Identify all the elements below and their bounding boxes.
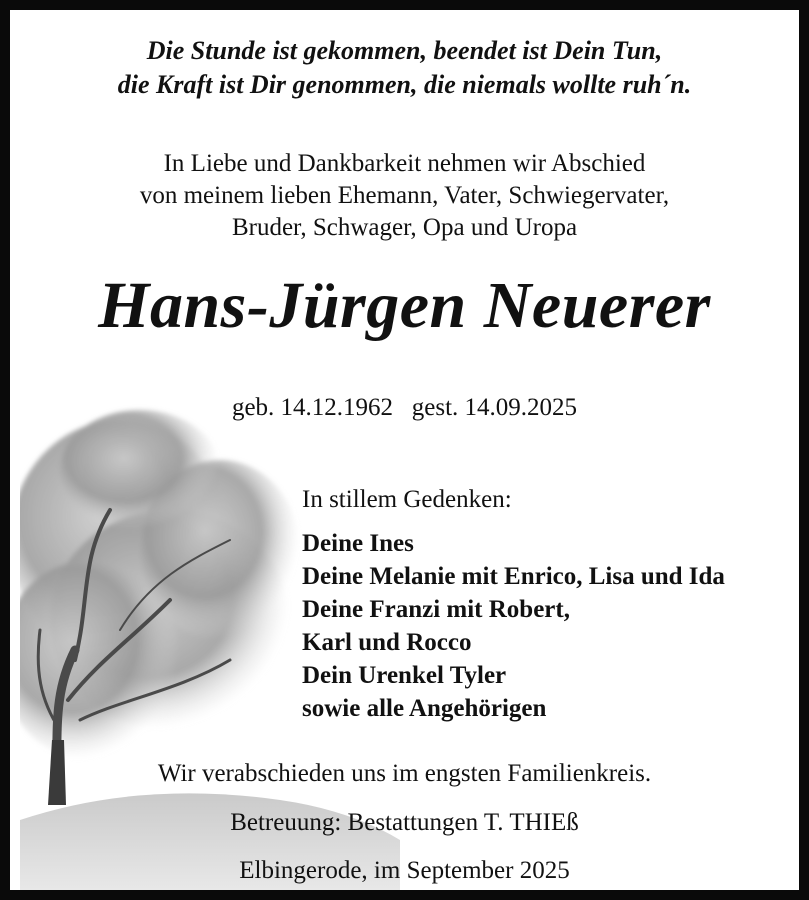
mourner-line: Karl und Rocco	[302, 629, 472, 656]
intro-text	[10, 148, 799, 244]
mourner-line: Deine Franzi mit Robert,	[302, 596, 570, 623]
life-dates: geb. 14.12.1962 gest. 14.09.2025	[231, 394, 578, 421]
motto-line: Die Stunde ist gekommen, beendet ist Dein Tun,	[146, 36, 663, 65]
intro-line: In Liebe und Dankbarkeit nehmen wir Abschied	[163, 150, 646, 177]
mourner-line: sowie alle Angehörigen	[302, 695, 547, 722]
mourner-line: Deine Melanie mit Enrico, Lisa und Ida	[302, 563, 725, 590]
mourners-list	[302, 527, 725, 725]
motto	[10, 34, 799, 102]
motto-line: die Kraft ist Dir genommen, die niemals wollte ruh´n.	[117, 70, 692, 99]
mourner-line: Dein Urenkel Tyler	[302, 662, 507, 689]
mourner-line: Deine Ines	[302, 530, 414, 557]
place-date: Elbingerode, im September 2025	[239, 857, 570, 884]
deceased-name: Hans-Jürgen Neuerer	[98, 269, 711, 342]
farewell-note: Wir verabschieden uns im engsten Familienkreis.	[157, 760, 652, 787]
intro-line: von meinem lieben Ehemann, Vater, Schwiegervater,	[139, 182, 670, 209]
memorial-heading: In stillem Gedenken:	[302, 486, 512, 513]
intro-line: Bruder, Schwager, Opa und Uropa	[231, 214, 578, 241]
funeral-home: Betreuung: Bestattungen T. THIEß	[230, 809, 579, 836]
